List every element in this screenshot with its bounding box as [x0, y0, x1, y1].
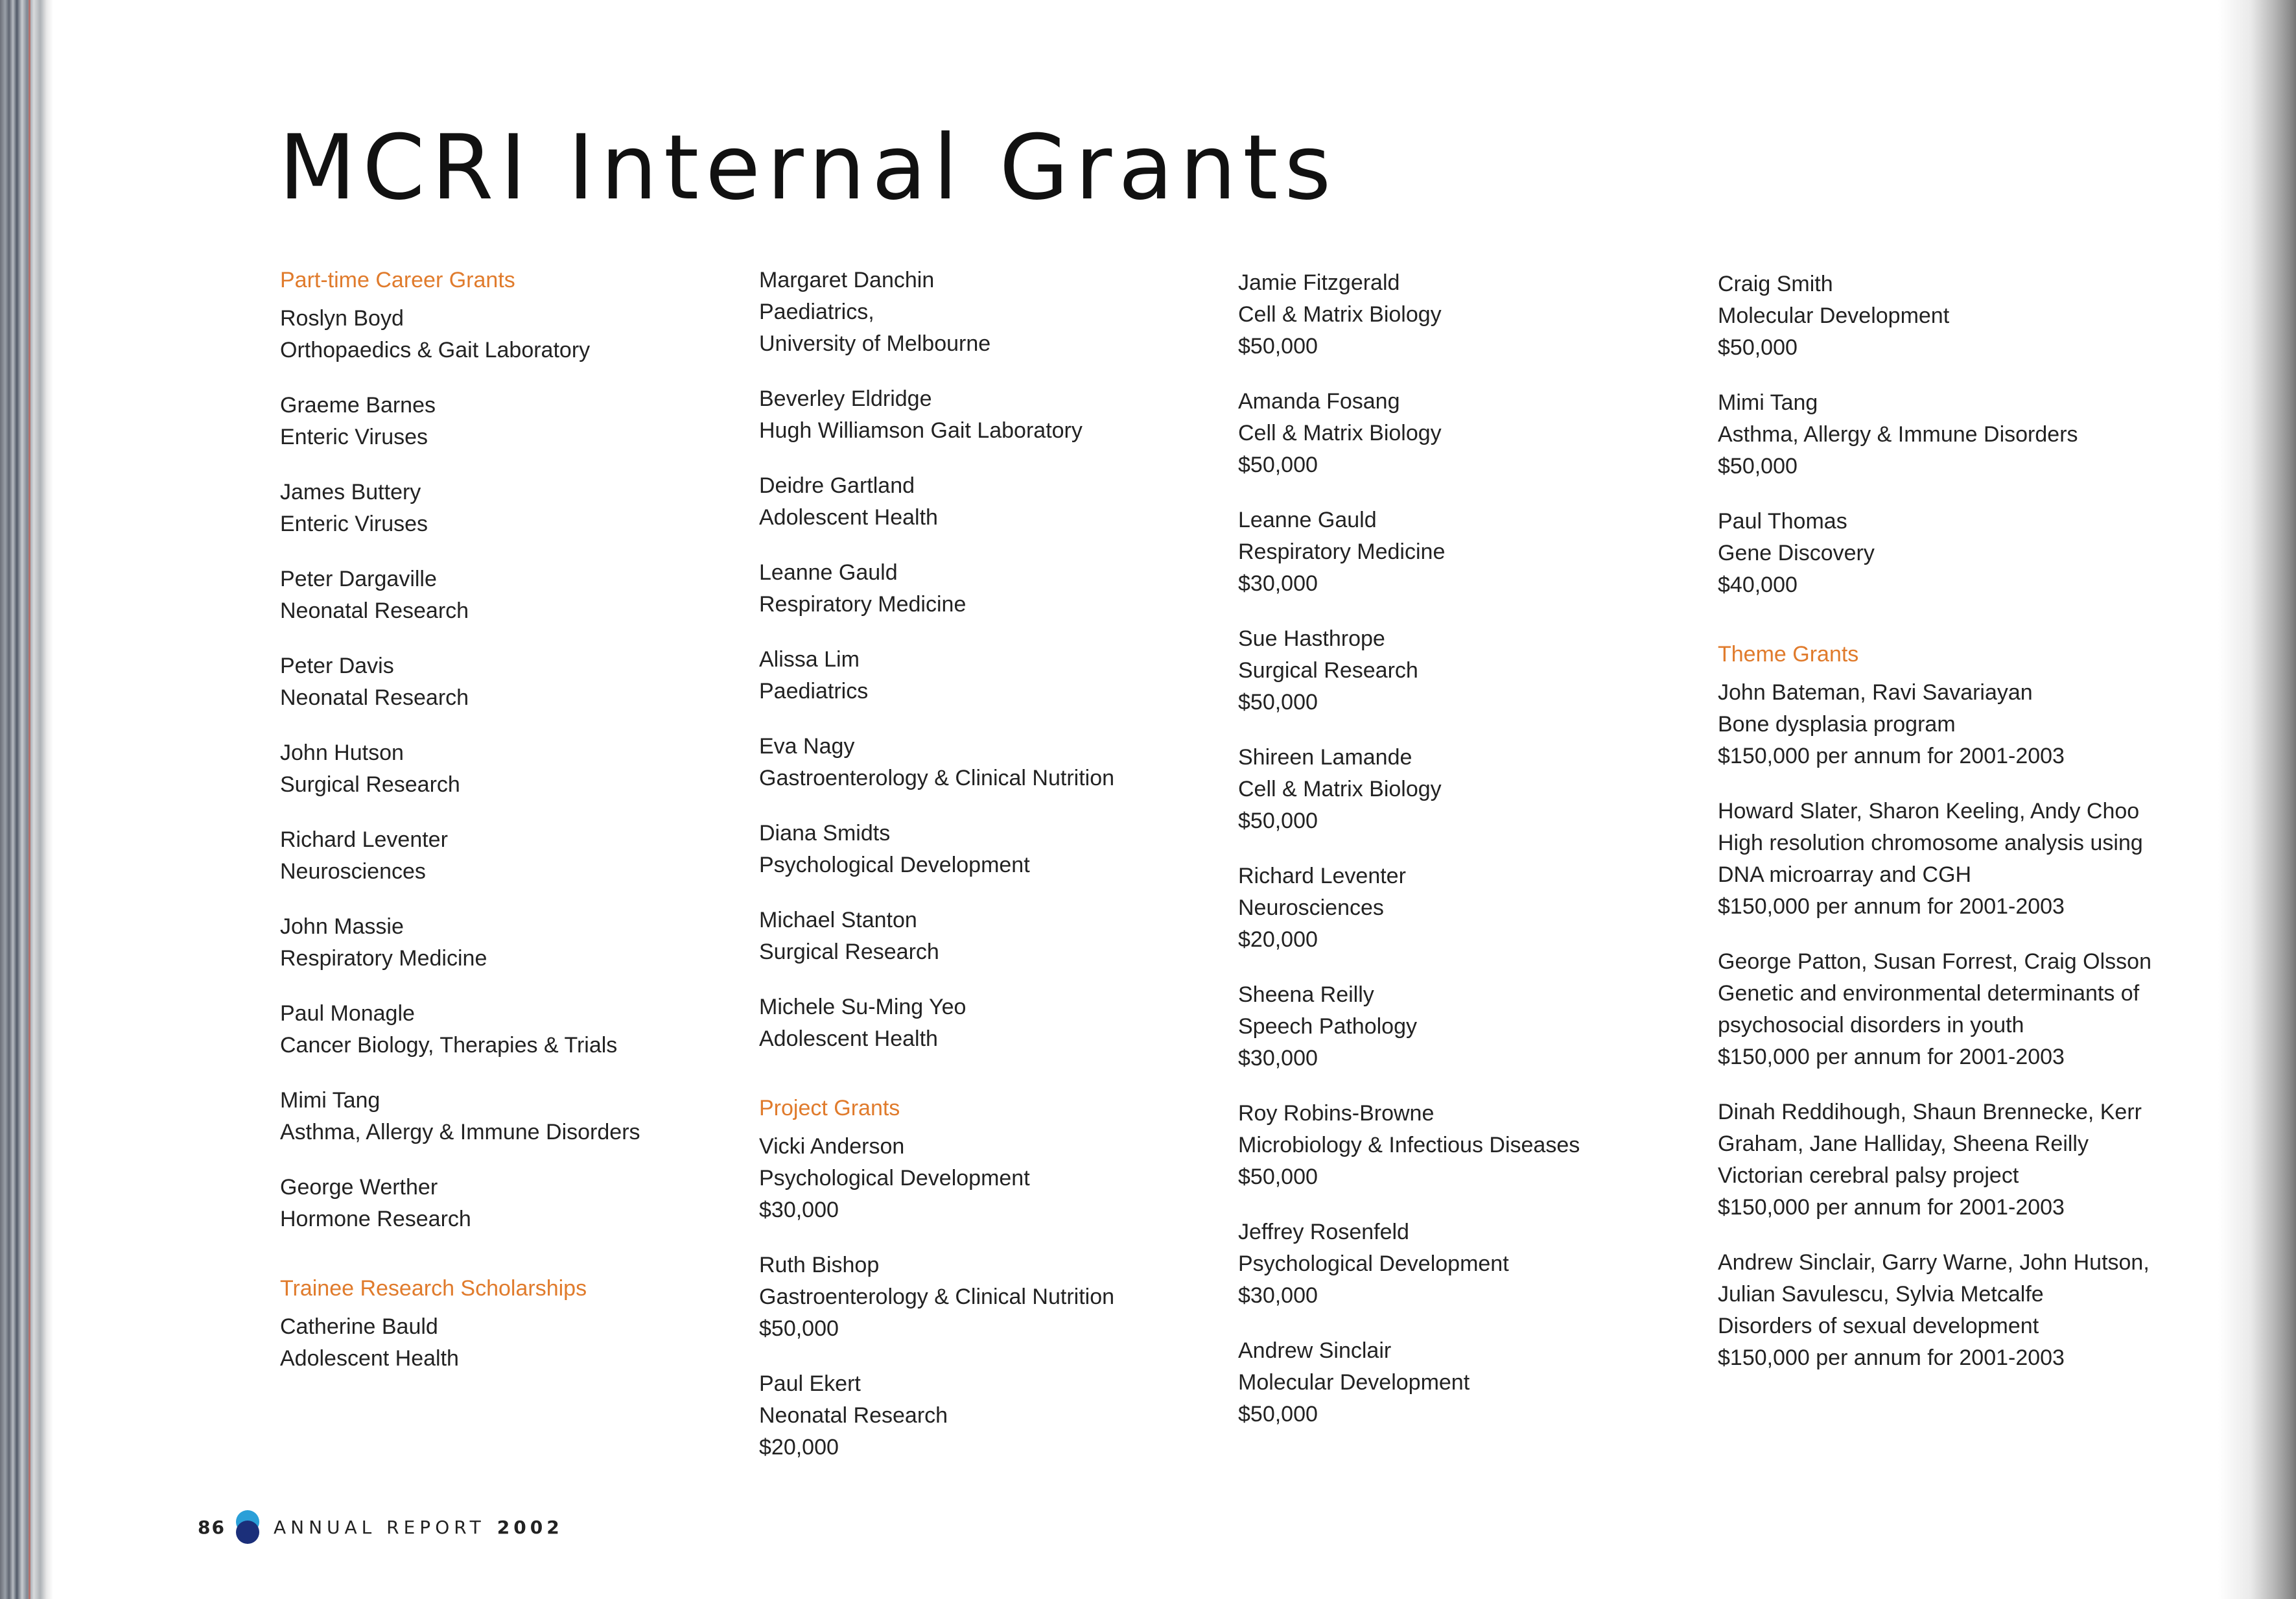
grant-entry — [1718, 677, 2172, 772]
grant-recipient: Mimi Tang — [1718, 390, 1818, 415]
grant-recipient: Jeffrey Rosenfeld — [1238, 1220, 1409, 1244]
grant-recipient: Catherine Bauld — [280, 1314, 438, 1339]
grant-detail: Disorders of sexual development — [1718, 1314, 2039, 1338]
grant-detail: Surgical Research — [1238, 658, 1418, 683]
grant-recipient: Sue Hasthrope — [1238, 626, 1385, 651]
grant-detail: Victorian cerebral palsy project — [1718, 1163, 2019, 1188]
grant-amount: $30,000 — [759, 1198, 839, 1222]
grant-recipient: Sheena Reilly — [1238, 982, 1374, 1007]
grant-recipient: Richard Leventer — [1238, 864, 1406, 888]
grant-recipient: Alissa Lim — [759, 647, 860, 672]
grant-entry — [759, 470, 1213, 534]
grant-entry — [1238, 742, 1692, 837]
grant-amount: $30,000 — [1238, 571, 1318, 596]
grant-entry — [1238, 1098, 1692, 1193]
grant-recipient: Andrew Sinclair, Garry Warne, John Hutson, — [1718, 1250, 2150, 1275]
grant-detail: Neonatal Research — [280, 685, 469, 710]
grant-recipient: Jamie Fitzgerald — [1238, 270, 1400, 295]
grant-detail: Bone dysplasia program — [1718, 712, 1956, 737]
grant-detail: DNA microarray and CGH — [1718, 862, 1972, 887]
grant-recipient: Graeme Barnes — [280, 393, 436, 418]
page-number: 86 — [198, 1516, 226, 1538]
grant-entry — [759, 1368, 1213, 1463]
grant-entry — [280, 303, 734, 366]
grant-recipient: John Hutson — [280, 740, 404, 765]
grant-recipient: Amanda Fosang — [1238, 389, 1400, 414]
grant-amount: $50,000 — [1238, 1402, 1318, 1427]
grant-detail: Neurosciences — [280, 859, 426, 884]
grant-entry — [1238, 1335, 1692, 1430]
grant-entry — [1238, 623, 1692, 718]
grant-detail: Hugh Williamson Gait Laboratory — [759, 418, 1083, 443]
grant-detail: High resolution chromosome analysis using — [1718, 831, 2143, 855]
grant-amount: $150,000 per annum for 2001-2003 — [1718, 894, 2065, 919]
grant-amount: $30,000 — [1238, 1046, 1318, 1071]
grant-detail: Respiratory Medicine — [759, 592, 966, 617]
grant-amount: $150,000 per annum for 2001-2003 — [1718, 744, 2065, 768]
grant-detail: Adolescent Health — [759, 1026, 938, 1051]
grant-detail: Graham, Jane Halliday, Sheena Reilly — [1718, 1131, 2089, 1156]
grant-recipient: Beverley Eldridge — [759, 386, 932, 411]
grant-entry — [1238, 267, 1692, 362]
grant-entry — [280, 1085, 734, 1148]
section-heading: Theme Grants — [1718, 642, 1859, 667]
grant-entry — [280, 477, 734, 540]
grant-detail: Adolescent Health — [759, 505, 938, 530]
grant-entry — [280, 737, 734, 801]
grant-amount: $150,000 per annum for 2001-2003 — [1718, 1345, 2065, 1370]
grant-detail: Asthma, Allergy & Immune Disorders — [1718, 422, 2078, 447]
grant-entry — [280, 998, 734, 1061]
grant-detail: Cell & Matrix Biology — [1238, 421, 1442, 445]
grant-detail: Gastroenterology & Clinical Nutrition — [759, 766, 1115, 790]
grant-recipient: Michael Stanton — [759, 908, 917, 932]
page-title: MCRI Internal Grants — [279, 115, 1338, 220]
grant-detail: Paediatrics, — [759, 300, 874, 324]
grant-detail: Molecular Development — [1238, 1370, 1470, 1395]
grants-column-3 — [1238, 267, 1692, 1454]
grant-detail: Speech Pathology — [1238, 1014, 1417, 1039]
grant-detail: Julian Savulescu, Sylvia Metcalfe — [1718, 1282, 2044, 1307]
grant-recipient: Roslyn Boyd — [280, 306, 404, 331]
grant-entry — [1718, 946, 2172, 1073]
grant-entry — [1238, 386, 1692, 481]
logo-circle-dark — [236, 1521, 259, 1544]
grant-amount: $50,000 — [1718, 335, 1798, 360]
grant-entry — [280, 390, 734, 453]
grant-amount: $50,000 — [1238, 809, 1318, 833]
grant-section — [759, 265, 1213, 1055]
grant-detail: Psychological Development — [759, 853, 1030, 877]
grant-entry — [280, 563, 734, 627]
report-year: 2002 — [497, 1516, 563, 1538]
grant-recipient: Peter Davis — [280, 654, 394, 678]
grant-amount: $150,000 per annum for 2001-2003 — [1718, 1195, 2065, 1220]
grant-detail: Cancer Biology, Therapies & Trials — [280, 1033, 618, 1058]
grant-amount: $20,000 — [1238, 927, 1318, 952]
grant-detail: Enteric Viruses — [280, 425, 428, 449]
grant-recipient: Roy Robins-Browne — [1238, 1101, 1435, 1126]
grant-detail: Respiratory Medicine — [280, 946, 487, 971]
grant-recipient: Michele Su-Ming Yeo — [759, 995, 966, 1019]
grant-amount: $50,000 — [759, 1316, 839, 1341]
grant-detail: Genetic and environmental determinants of — [1718, 981, 2140, 1006]
grant-recipient: Ruth Bishop — [759, 1253, 880, 1277]
grant-detail: psychosocial disorders in youth — [1718, 1013, 2024, 1037]
grant-recipient: Eva Nagy — [759, 734, 855, 759]
grant-amount: $40,000 — [1718, 573, 1798, 597]
binding-stripe — [29, 0, 30, 1599]
grant-recipient: Deidre Gartland — [759, 473, 915, 498]
grant-recipient: James Buttery — [280, 480, 421, 504]
grant-recipient: Paul Monagle — [280, 1001, 415, 1026]
book-binding-edge — [0, 0, 53, 1599]
section-heading: Part-time Career Grants — [280, 268, 515, 292]
grant-section — [1238, 267, 1692, 1430]
grant-entry — [759, 1131, 1213, 1226]
grant-detail: Adolescent Health — [280, 1346, 459, 1371]
grant-recipient: John Bateman, Ravi Savariayan — [1718, 680, 2033, 705]
grant-detail: Gastroenterology & Clinical Nutrition — [759, 1285, 1115, 1309]
grant-recipient: Craig Smith — [1718, 272, 1833, 296]
grant-entry — [1718, 796, 2172, 923]
grant-entry — [1238, 504, 1692, 600]
grants-column-2 — [759, 265, 1213, 1487]
page-curl-shadow — [2218, 0, 2296, 1599]
grant-recipient: Margaret Danchin — [759, 268, 935, 292]
grant-recipient: Peter Dargaville — [280, 567, 437, 591]
grant-recipient: Leanne Gauld — [1238, 508, 1377, 532]
section-heading: Project Grants — [759, 1096, 900, 1120]
grant-detail: Surgical Research — [280, 772, 460, 797]
grant-amount: $50,000 — [1238, 334, 1318, 359]
grant-entry — [759, 265, 1213, 360]
grant-recipient: Paul Ekert — [759, 1371, 861, 1396]
grant-section — [1718, 268, 2172, 601]
grant-detail: University of Melbourne — [759, 331, 991, 356]
grant-entry — [759, 991, 1213, 1055]
grant-detail: Neurosciences — [1238, 895, 1384, 920]
grant-entry — [759, 557, 1213, 621]
grant-recipient: George Patton, Susan Forrest, Craig Olsson — [1718, 949, 2151, 974]
grant-amount: $50,000 — [1718, 454, 1798, 479]
grant-entry — [1718, 268, 2172, 364]
grant-recipient: Diana Smidts — [759, 821, 891, 846]
grant-recipient: Vicki Anderson — [759, 1134, 905, 1159]
grant-detail: Microbiology & Infectious Diseases — [1238, 1133, 1580, 1157]
grant-entry — [1238, 1216, 1692, 1312]
grant-entry — [280, 1311, 734, 1375]
grant-detail: Cell & Matrix Biology — [1238, 302, 1442, 327]
grant-detail: Cell & Matrix Biology — [1238, 777, 1442, 801]
grant-entry — [1718, 1247, 2172, 1374]
grant-detail: Surgical Research — [759, 940, 939, 964]
grant-detail: Molecular Development — [1718, 303, 1950, 328]
grant-entry — [1718, 1096, 2172, 1224]
grant-recipient: Howard Slater, Sharon Keeling, Andy Choo — [1718, 799, 2140, 823]
grant-detail: Neonatal Research — [759, 1403, 948, 1428]
grant-detail: Orthopaedics & Gait Laboratory — [280, 338, 591, 362]
grant-entry — [1718, 387, 2172, 482]
grant-entry — [280, 911, 734, 975]
grant-entry — [1718, 506, 2172, 601]
grant-recipient: Paul Thomas — [1718, 509, 1847, 534]
grant-amount: $50,000 — [1238, 1165, 1318, 1189]
grant-entry — [1238, 860, 1692, 956]
grant-detail: Psychological Development — [1238, 1251, 1509, 1276]
grant-entry — [759, 383, 1213, 447]
grant-section — [280, 1273, 734, 1375]
page-footer — [198, 1512, 563, 1542]
grant-entry — [280, 650, 734, 714]
grant-recipient: George Werther — [280, 1175, 438, 1200]
grant-entry — [759, 818, 1213, 881]
grants-column-4 — [1718, 268, 2172, 1397]
grant-amount: $150,000 per annum for 2001-2003 — [1718, 1045, 2065, 1069]
grant-amount: $30,000 — [1238, 1283, 1318, 1308]
grant-section — [1718, 639, 2172, 1374]
grant-recipient: Leanne Gauld — [759, 560, 898, 585]
section-heading: Trainee Research Scholarships — [280, 1276, 587, 1301]
grant-detail: Paediatrics — [759, 679, 869, 704]
grant-entry — [759, 644, 1213, 707]
grant-entry — [280, 1172, 734, 1235]
grant-detail: Psychological Development — [759, 1166, 1030, 1190]
grant-amount: $20,000 — [759, 1435, 839, 1460]
grant-detail: Neonatal Research — [280, 598, 469, 623]
grant-detail: Gene Discovery — [1718, 541, 1875, 565]
grant-detail: Respiratory Medicine — [1238, 539, 1446, 564]
grant-recipient: John Massie — [280, 914, 404, 939]
grant-recipient: Richard Leventer — [280, 827, 448, 852]
grant-recipient: Mimi Tang — [280, 1088, 381, 1113]
grant-detail: Asthma, Allergy & Immune Disorders — [280, 1120, 640, 1144]
grant-detail: Enteric Viruses — [280, 512, 428, 536]
grant-amount: $50,000 — [1238, 453, 1318, 477]
grants-column-1 — [280, 265, 734, 1398]
grant-entry — [759, 905, 1213, 968]
mcri-logo-icon — [235, 1510, 261, 1544]
grant-entry — [759, 731, 1213, 794]
grant-section — [759, 1093, 1213, 1463]
grant-section — [280, 265, 734, 1235]
grant-entry — [1238, 979, 1692, 1074]
grant-entry — [280, 824, 734, 888]
grant-recipient: Shireen Lamande — [1238, 745, 1412, 770]
grant-entry — [759, 1250, 1213, 1345]
grant-recipient: Andrew Sinclair — [1238, 1338, 1392, 1363]
report-label: ANNUAL REPORT — [273, 1516, 486, 1538]
grant-detail: Hormone Research — [280, 1207, 471, 1231]
grant-recipient: Dinah Reddihough, Shaun Brennecke, Kerr — [1718, 1100, 2142, 1124]
grant-amount: $50,000 — [1238, 690, 1318, 715]
